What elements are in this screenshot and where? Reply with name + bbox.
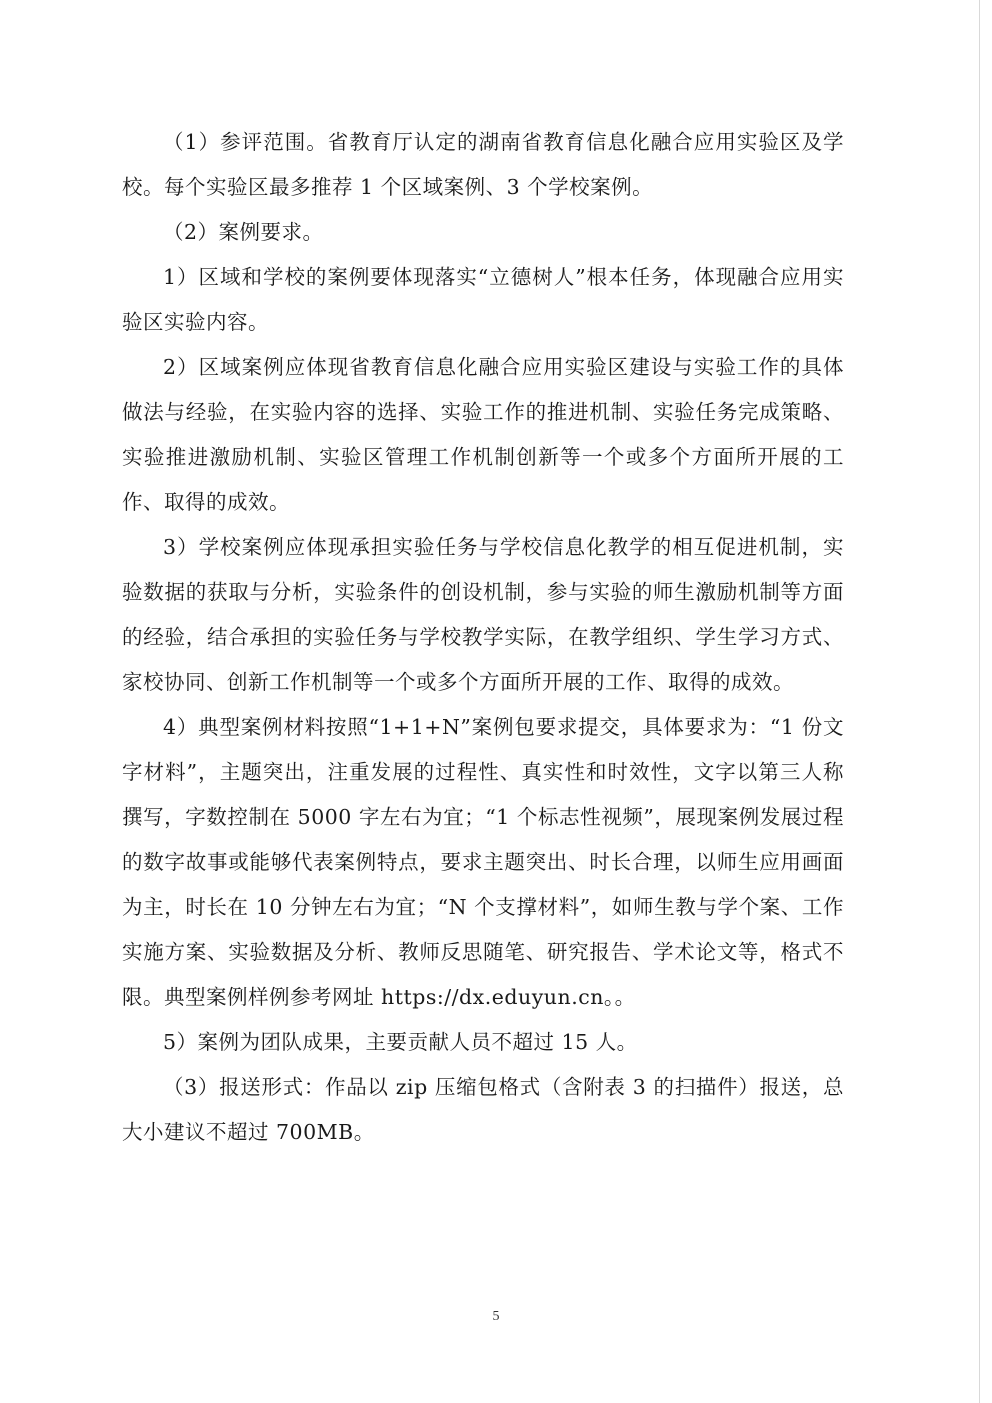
paragraph-requirement-1: 1）区域和学校的案例要体现落实“立德树人”根本任务，体现融合应用实验区实验内容。 <box>122 265 844 334</box>
paragraph-requirement-3: 3）学校案例应体现承担实验任务与学校信息化教学的相互促进机制，实验数据的获取与分析，实验条件的创设机制，参与实验的师生激励机制等方面的经验，结合承担的实验任务与学校教学实际，在教学组织、学生学习方式、家校协同、创新工作机制等一个或多个方面所开展的工作、取得的成效。 <box>122 535 844 694</box>
page-number: 5 <box>492 1309 500 1324</box>
paragraph-requirement-5: 5）案例为团队成果，主要贡献人员不超过 15 人。 <box>163 1030 638 1054</box>
paragraph-requirement-4: 4）典型案例材料按照“1+1+N”案例包要求提交，具体要求为：“1 份文字材料”，主题突出，注重发展的过程性、真实性和时效性，文字以第三人称撰写，字数控制在 5000 字左右为宜；“1 个标志性视频”，展现案例发展过程的数字故事或能够代表案例特点，要求主题突出、时长合理，以师生应用画面为主，时长在 10 分钟左右为宜；“N 个支撑材料”，如师生教与学个案、工作实施方案、实验数据及分析、教师反思随笔、研究报告、学术论文等，格式不限。典型案例样例参考网址 https://dx.eduyun.cn。。 <box>122 715 844 1009</box>
document-body <box>122 120 844 1155</box>
paragraph-requirements-heading: （2）案例要求。 <box>163 220 324 244</box>
paragraph-requirement-2: 2）区域案例应体现省教育信息化融合应用实验区建设与实验工作的具体做法与经验，在实验内容的选择、实验工作的推进机制、实验任务完成策略、实验推进激励机制、实验区管理工作机制创新等一个或多个方面所开展的工作、取得的成效。 <box>122 355 844 514</box>
scan-edge-line <box>979 0 980 1403</box>
paragraph-submission-format: （3）报送形式：作品以 zip 压缩包格式（含附表 3 的扫描件）报送，总大小建议不超过 700MB。 <box>122 1075 844 1144</box>
paragraph-scope: （1）参评范围。省教育厅认定的湖南省教育信息化融合应用实验区及学校。每个实验区最多推荐 1 个区域案例、3 个学校案例。 <box>122 130 844 199</box>
